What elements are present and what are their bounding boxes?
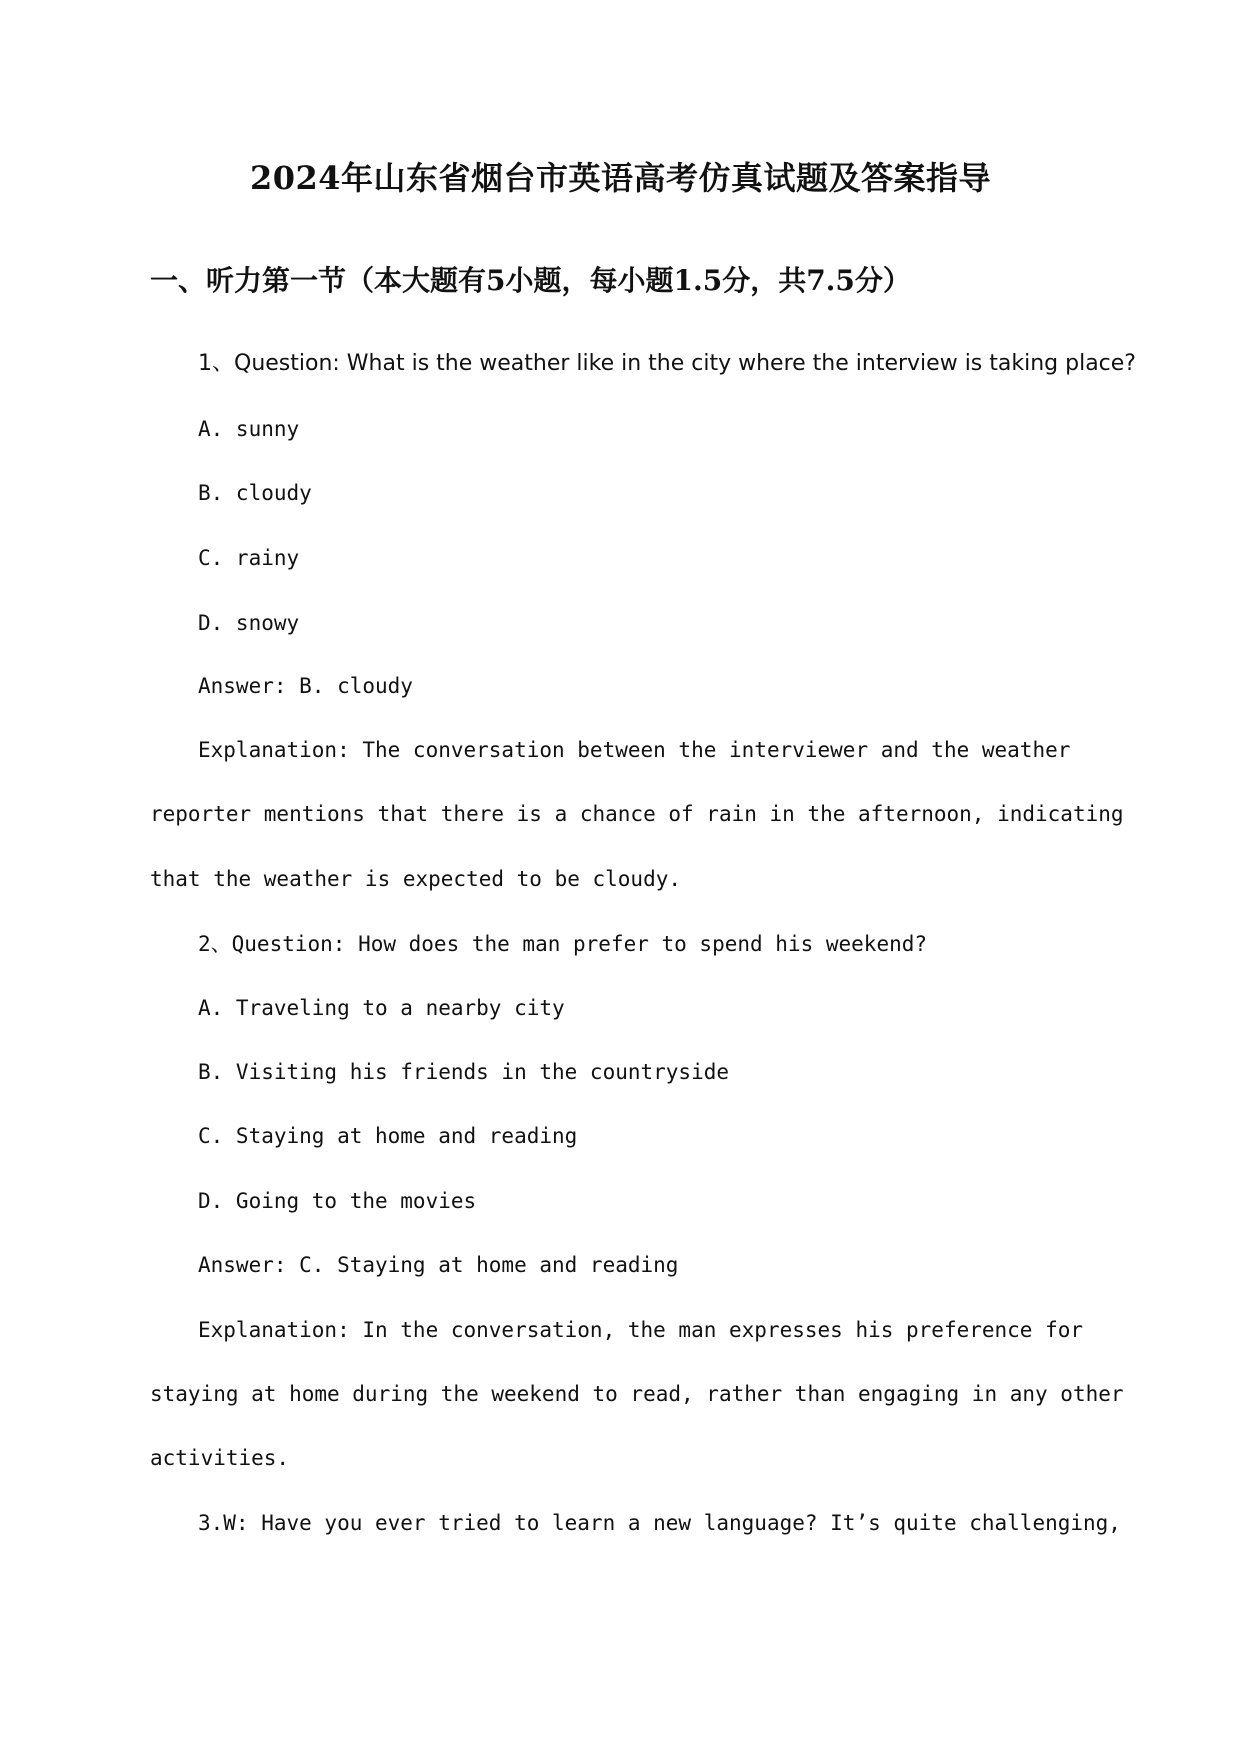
question-2-option-d: D. Going to the movies <box>198 1189 477 1213</box>
question-1-option-d: D. snowy <box>198 611 300 635</box>
question-1-option-c: C. rainy <box>198 546 300 570</box>
question-1-explanation-line-2: reporter mentions that there is a chance of rain in the afternoon, indicating <box>150 802 1124 826</box>
question-1-option-a: A. sunny <box>198 417 300 441</box>
section-heading-listening: 一、听力第一节（本大题有5小题，每小题1.5分，共7.5分） <box>150 264 911 297</box>
question-1-explanation-line-1: Explanation: The conversation between the interviewer and the weather <box>198 738 1071 762</box>
question-1-option-b: B. cloudy <box>198 481 312 505</box>
question-2-text: 2、Question: How does the man prefer to spend his weekend? <box>198 932 928 956</box>
question-2-option-b: B. Visiting his friends in the countryside <box>198 1060 730 1084</box>
question-2-option-c: C. Staying at home and reading <box>198 1124 578 1148</box>
question-2-explanation-line-3: activities. <box>150 1446 290 1470</box>
question-2-option-a: A. Traveling to a nearby city <box>198 996 565 1020</box>
question-1-text: 1、Question: What is the weather like in the city where the interview is taking place? <box>198 351 1136 376</box>
question-3-line-1: 3.W: Have you ever tried to learn a new language? It’s quite challenging, <box>198 1511 1121 1535</box>
question-2-answer: Answer: C. Staying at home and reading <box>198 1253 679 1277</box>
document-title: 2024年山东省烟台市英语高考仿真试题及答案指导 <box>249 159 992 197</box>
question-2-explanation-line-2: staying at home during the weekend to read, rather than engaging in any other <box>150 1382 1124 1406</box>
question-1-answer: Answer: B. cloudy <box>198 674 413 698</box>
question-1-explanation-line-3: that the weather is expected to be cloudy. <box>150 867 682 891</box>
question-2-explanation-line-1: Explanation: In the conversation, the man expresses his preference for <box>198 1318 1084 1342</box>
